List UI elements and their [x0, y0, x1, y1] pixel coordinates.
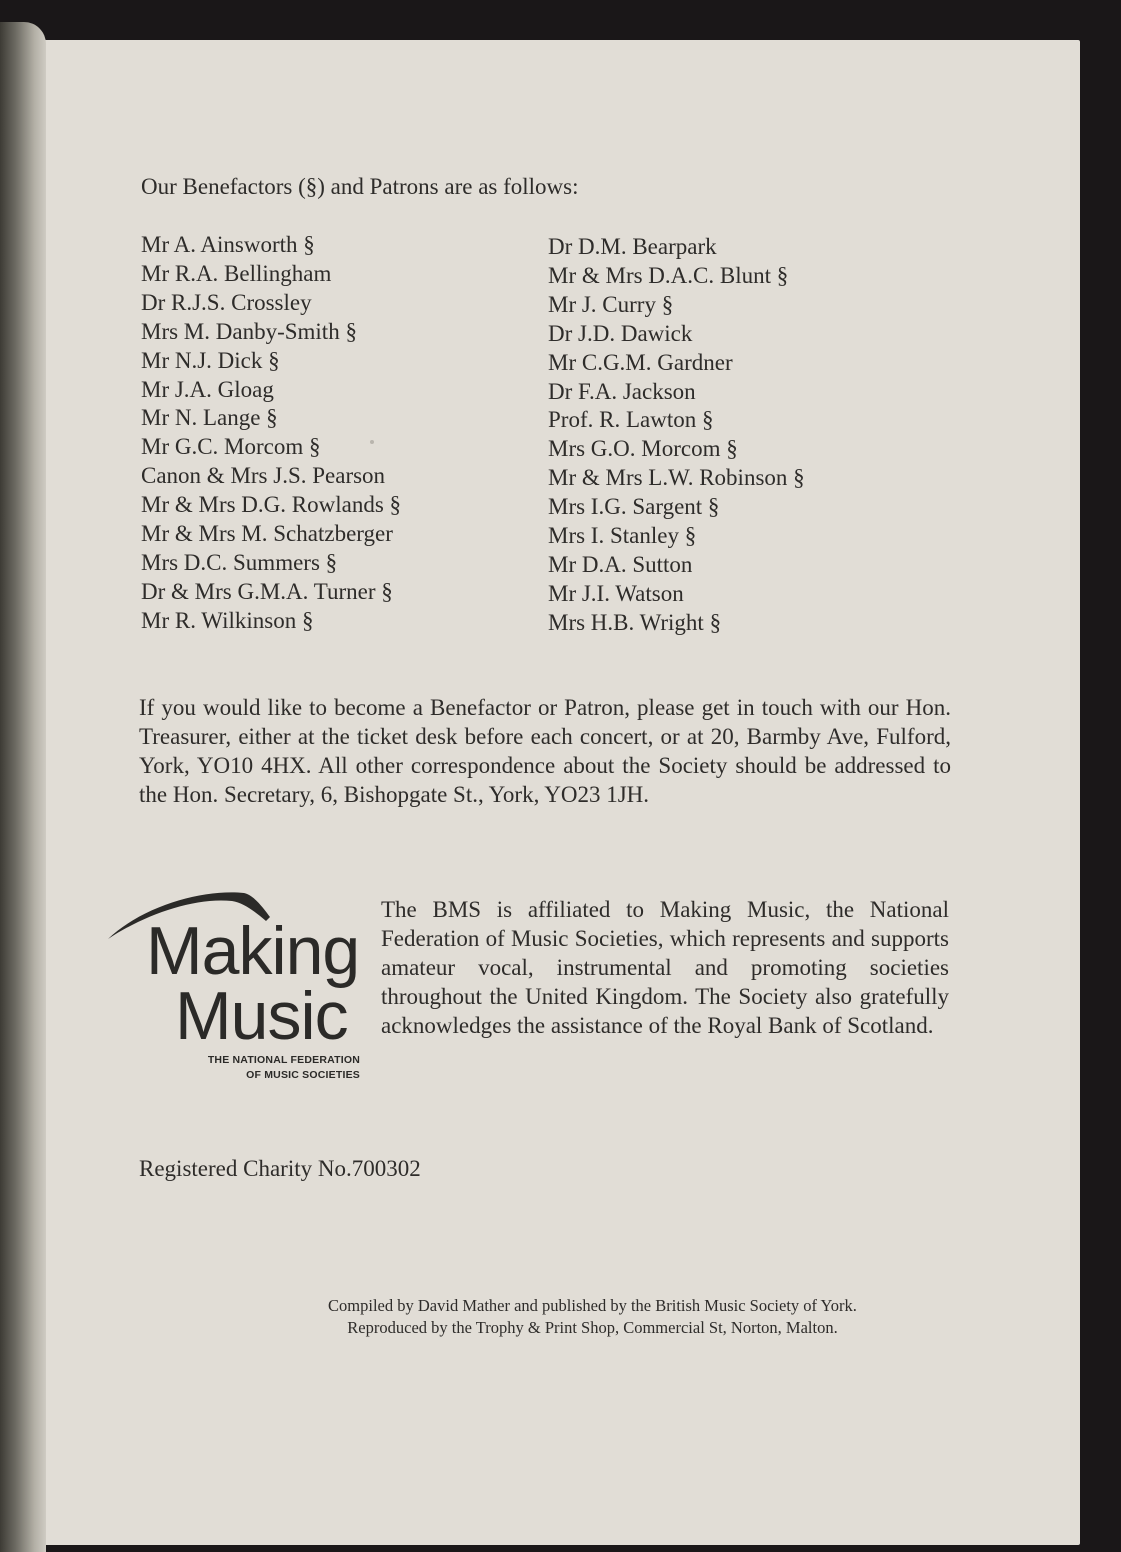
patrons-list-right [548, 233, 805, 638]
patron-entry: Dr R.J.S. Crossley [141, 289, 312, 315]
logo-subtitle-line2: OF MUSIC SOCIETIES [246, 1069, 360, 1081]
patron-entry: Mr C.G.M. Gardner [548, 349, 733, 375]
making-music-logo [104, 887, 366, 1102]
patron-entry: Mr & Mrs M. Schatzberger [141, 521, 393, 547]
patron-entry: Dr D.M. Bearpark [548, 234, 717, 259]
patron-entry: Mr R.A. Bellingham [141, 260, 332, 286]
logo-subtitle [160, 1053, 360, 1083]
logo-subtitle-line1: THE NATIONAL FEDERATION [207, 1054, 360, 1066]
patron-entry: Mr N. Lange § [141, 405, 278, 431]
patron-entry: Canon & Mrs J.S. Pearson [141, 463, 386, 489]
charity-number: Registered Charity No.700302 [139, 1156, 421, 1181]
patron-entry: Mr A. Ainsworth § [141, 232, 315, 257]
patron-entry: Prof. R. Lawton § [548, 407, 714, 433]
patron-entry: Mr R. Wilkinson § [141, 607, 314, 633]
patron-entry: Mr J.A. Gloag [141, 376, 274, 402]
patron-entry: Mrs I. Stanley § [548, 523, 697, 549]
patron-entry: Mr & Mrs L.W. Robinson § [548, 465, 805, 491]
patron-entry: Mr J.I. Watson [548, 580, 684, 606]
patron-entry: Dr J.D. Dawick [548, 320, 693, 346]
patron-entry: Mr & Mrs D.G. Rowlands § [141, 492, 402, 518]
paper-speck [370, 440, 374, 444]
patron-entry: Mr D.A. Sutton [548, 551, 693, 577]
patrons-intro: Our Benefactors (§) and Patrons are as follows: [141, 174, 579, 199]
footer-line2: Reproduced by the Trophy & Print Shop, Commercial St, Norton, Malton. [347, 1318, 838, 1337]
affiliation-paragraph: The BMS is affiliated to Making Music, the National Federation of Music Societies, which represents and supports amateur vocal, instrumental and promoting societies throughout the United Kingdom. The Society also gratefully acknowledges the assistance of the Royal Bank of Scotland. [381, 897, 949, 1038]
patron-entry: Mr J. Curry § [548, 291, 674, 317]
patron-entry: Dr & Mrs G.M.A. Turner § [141, 578, 393, 604]
patron-entry: Mrs M. Danby-Smith § [141, 318, 357, 344]
patrons-list-left [141, 231, 401, 636]
footer-credits [0, 1295, 1121, 1339]
logo-making-text: Making [146, 913, 360, 989]
patron-entry: Dr F.A. Jackson [548, 378, 696, 404]
patron-entry: Mrs H.B. Wright § [548, 609, 722, 635]
patron-entry: Mr N.J. Dick § [141, 347, 280, 373]
logo-music-text: Music [175, 978, 348, 1054]
patron-entry: Mr & Mrs D.A.C. Blunt § [548, 262, 789, 288]
patron-entry: Mrs D.C. Summers § [141, 549, 338, 575]
patron-entry: Mr G.C. Morcom § [141, 434, 321, 460]
patron-entry: Mrs I.G. Sargent § [548, 494, 720, 520]
contact-paragraph: If you would like to become a Benefactor or Patron, please get in touch with our Hon. Treasurer, either at the ticket desk before each concert, or at 20, Barmby Ave, Fulford, York, YO10 4HX. All other correspondence about the Society should be addressed to the Hon. Secretary, 6, Bishopgate St., York, YO23 1JH. [139, 695, 951, 807]
patron-entry: Mrs G.O. Morcom § [548, 436, 738, 462]
footer-line1: Compiled by David Mather and published by the British Music Society of York. [328, 1296, 857, 1315]
